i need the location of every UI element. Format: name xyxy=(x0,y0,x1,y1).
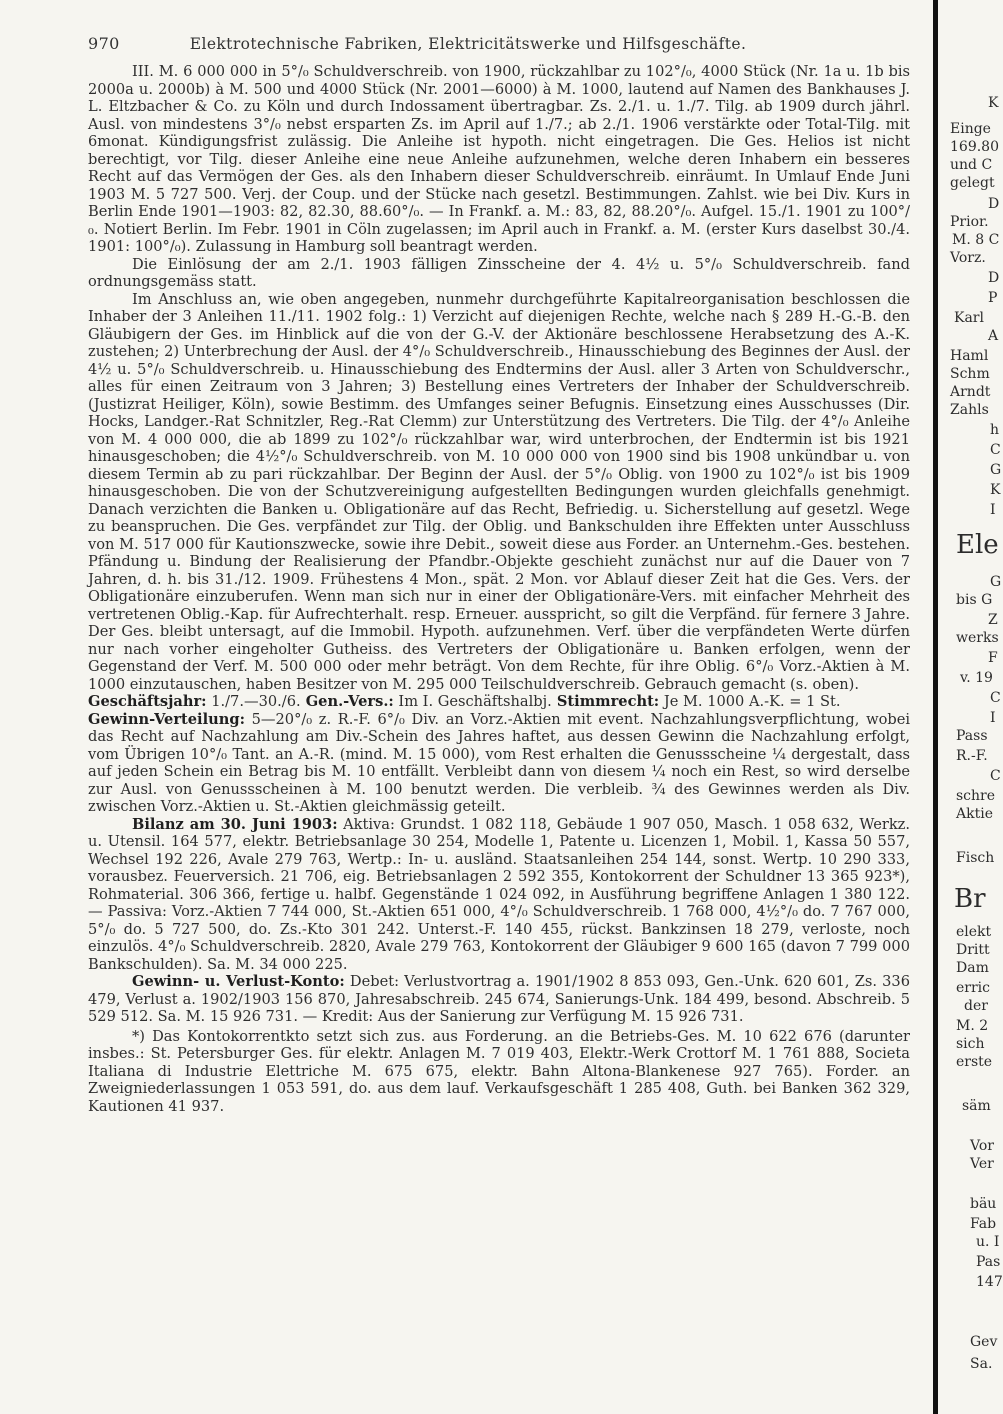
cut-off-fragment: Vorz. xyxy=(950,250,986,266)
bond-issue-paragraph: III. M. 6 000 000 in 5°/₀ Schuldverschreib. von 1900, rückzahlbar zu 102°/₀, 4000 Stück (Nr. 1a u. 1b bis 2000a u. 2000b) à M. 500 und 4000 Stück (Nr. 2001—6000) à M. 1000, lautend auf Namen des Bankhauses J. L. Eltzbacher & Co. zu Köln und durch Indossament übertragbar. Zs. 2./1. u. 1./7. Tilg. ab 1909 durch jährl. Ausl. von mindestens 3°/₀ nebst ersparten Zs. im April auf 1./7.; ab 2./1. 1906 verstärkte oder Total-Tilg. mit 6monat. Kündigungsfrist zulässig. Die Anleihe ist hypoth. nicht eingetragen. Die Ges. Helios ist nicht berechtigt, vor Tilg. dieser Anleihe eine neue Anleihe aufzunehmen, welche deren Inhabern ein besseres Recht auf das Vermögen der Ges. als den Inhabern dieser Schuldverschreib. einräumt. In Umlauf Ende Juni 1903 M. 5 727 500. Verj. der Coup. und der Stücke nach gesetzl. Bestimmungen. Zahlst. wie bei Div. Kurs in Berlin Ende 1901—1903: 82, 82.30, 88.60°/₀. — In Frankf. a. M.: 83, 82, 88.20°/₀. Aufgel. 15./1. 1901 zu 100°/₀. Notiert Berlin. Im Febr. 1901 in Cöln zugelassen; im April auch in Frankf. a. M. (erster Kurs daselbst 30./4. 1901: 100°/₀). Zulassung in Hamburg soll beantragt werden. xyxy=(88,63,910,255)
cut-off-fragment: sich xyxy=(956,1036,985,1052)
cut-off-fragment: C xyxy=(990,690,1001,706)
cut-off-fragment: Karl xyxy=(954,310,984,326)
cut-off-fragment: M. 2 xyxy=(956,1018,989,1034)
cut-off-fragment: Fab xyxy=(970,1216,997,1232)
cut-off-fragment: Pass xyxy=(956,728,988,744)
cut-off-fragment: F xyxy=(988,650,998,666)
cut-off-fragment: gelegt xyxy=(950,175,995,191)
cut-off-fragment: Arndt xyxy=(950,384,991,400)
cut-off-fragment: schre xyxy=(956,788,996,804)
cut-off-fragment: P xyxy=(988,290,998,306)
profit-loss-paragraph xyxy=(88,973,910,1026)
cut-off-fragment: bäu xyxy=(970,1196,997,1212)
cut-off-fragment: R.-F. xyxy=(956,748,988,764)
reorganisation-paragraph: Im Anschluss an, wie oben angegeben, nunmehr durchgeführte Kapitalreorganisation beschlossen die Inhaber der 3 Anleihen 11./11. 1902 folg.: 1) Verzicht auf diejenigen Rechte, welche nach § 289 H.-G.-B. den Gläubigern der Ges. im Hinblick auf die von der G.-V. der Aktionäre beschlossene Herabsetzung des A.-K. zustehen; 2) Unterbrechung der Ausl. der 4°/₀ Schuldverschreib., Hinausschiebung des Beginnes der Ausl. der 4½ u. 5°/₀ Schuldverschreib. u. Hinausschiebung des Endtermins der Ausl. aller 3 Arten von Schuldverschr., alles für einen Zeitraum von 3 Jahren; 3) Bestellung eines Vertreters der Inhaber der Schuldverschreib. (Justizrat Heiliger, Köln), sowie Bestimm. des Umfanges seiner Befugnis. Einsetzung eines Ausschusses (Dir. Hocks, Landger.-Rat Schnitzler, Reg.-Rat Clemm) zur Unterstützung des Vertreters. Die Tilg. der 4°/₀ Anleihe von M. 4 000 000, die ab 1899 zu 102°/₀ rückzahlbar war, wird unterbrochen, der Endtermin ist bis 1921 hinausgeschoben; die 4½°/₀ Schuldverschreib. von M. 10 000 000 von 1900 sind bis 1908 unkündbar u. von diesem Termin ab zu pari rückzahlbar. Der Beginn der Ausl. der 5°/₀ Oblig. von 1900 zu 102°/₀ ist bis 1909 hinausgeschoben. Die von der Schutzvereinigung aufgestellten Bedingungen wurden gleichfalls genehmigt. Danach verzichten die Banken u. Obligationäre auf das Recht, Befriedig. u. Sicherstellung auf gesetzl. Wege zu beanspruchen. Die Ges. verpfändet zur Tilg. der Oblig. und Bankschulden ihre Effekten unter Ausschluss von M. 517 000 für Kautionszwecke, sowie ihre Debit., soweit diese aus Forder. an Unternehm.-Ges. bestehen. Pfändung u. Bindung der Realisierung der Pfandbr.-Objekte geschieht zunächst nur auf die Dauer von 7 Jahren, d. h. bis 31./12. 1909. Frühestens 4 Mon., spät. 2 Mon. vor Ablauf dieser Zeit hat die Ges. Vers. der Obligationäre einzuberufen. Wenn man sich nur in einer der Obligationäre-Vers. mit einfacher Mehrheit des vertretenen Oblig.-Kap. für Aufrechterhalt. resp. Erneuer. ausspricht, so gilt die Verpfänd. für fernere 3 Jahre. Der Ges. bleibt untersagt, auf die Immobil. Hypoth. aufzunehmen. Verf. über die verpfändeten Werte dürfen nur nach vorher eingeholter Gutheiss. des Vertreters der Obligationäre u. Banken erfolgen, wenn der Gegenstand der Verf. M. 500 000 oder mehr beträgt. Von dem Rechte, für ihre Oblig. 6°/₀ Vorz.-Aktien à M. 1000 einzutauschen, haben Besitzer von M. 295 000 Teilschuldverschreib. Gebrauch gemacht (s. oben). xyxy=(88,290,910,693)
cut-off-fragment: Haml xyxy=(950,348,989,364)
profit-loss-label: Gewinn- u. Verlust-Konto: xyxy=(132,973,345,990)
cut-off-fragment: C xyxy=(990,768,1001,784)
cut-off-fragment: Dritt xyxy=(956,942,990,958)
business-year-label: Geschäftsjahr: xyxy=(88,693,207,710)
business-year-paragraph xyxy=(88,693,910,711)
cut-off-fragment: erric xyxy=(956,980,990,996)
coupon-redemption-paragraph: Die Einlösung der am 2./1. 1903 fälligen Zinsscheine der 4. 4½ u. 5°/₀ Schuldverschreib. fand ordnungsgemäss statt. xyxy=(88,255,910,290)
cut-off-fragment: I xyxy=(990,710,996,726)
cut-off-fragment: Gev xyxy=(970,1334,998,1350)
cut-off-fragment: K xyxy=(988,95,999,111)
general-meeting-label: Gen.-Vers.: xyxy=(300,693,394,710)
voting-right-label: Stimmrecht: xyxy=(551,693,660,710)
cut-off-fragment: M. 8 C xyxy=(952,232,1000,248)
cut-off-fragment: bis G xyxy=(956,592,993,608)
cut-off-fragment: 147 xyxy=(976,1274,1003,1290)
cut-off-fragment: A xyxy=(988,328,999,344)
cut-off-fragment: Aktie xyxy=(956,806,993,822)
cut-off-fragment: Vor xyxy=(970,1138,994,1154)
cut-off-fragment: h xyxy=(990,422,1000,438)
cut-off-fragment: Prior. xyxy=(950,214,989,230)
running-title: Elektrotechnische Fabriken, Elektricitätswerke und Hilfsgeschäfte. xyxy=(189,35,747,53)
cut-off-fragment: Einge xyxy=(950,121,991,137)
cut-off-fragment: G xyxy=(990,574,1002,590)
cut-off-fragment: 169.80 xyxy=(950,139,999,155)
cut-off-fragment: der xyxy=(964,998,988,1014)
cut-off-fragment: D xyxy=(988,196,1000,212)
cut-off-fragment: C xyxy=(990,442,1001,458)
cut-off-fragment: Ele xyxy=(956,530,999,560)
cut-off-fragment: D xyxy=(988,270,1000,286)
cut-off-fragment: erste xyxy=(956,1054,993,1070)
cut-off-fragment: Pas xyxy=(976,1254,1001,1270)
general-meeting-text: Im I. Geschäftshalbj. xyxy=(393,693,552,710)
page-number: 970 xyxy=(88,34,120,53)
cut-off-fragment: G xyxy=(990,462,1002,478)
main-column xyxy=(88,34,910,1115)
column-divider xyxy=(933,0,938,1414)
profit-distribution-label: Gewinn-Verteilung: xyxy=(88,710,245,728)
cut-off-fragment: I xyxy=(990,502,996,518)
cut-off-fragment: u. I xyxy=(976,1234,1000,1250)
balance-sheet-label: Bilanz am 30. Juni 1903: xyxy=(132,815,338,833)
profit-distribution-paragraph xyxy=(88,711,910,816)
cut-off-fragment: Sa. xyxy=(970,1356,993,1372)
cut-off-fragment: säm xyxy=(962,1098,991,1114)
running-head xyxy=(88,34,910,53)
profit-loss-text: Debet: Verlustvortrag a. 1901/1902 8 853 093, Gen.-Unk. 620 601, Zs. 336 479, Verlust a. 1902/1903 156 870, Jahresabschreib. 245 674, Sanierungs-Unk. 184 499, besond. Abschreib. 5 529 512. Sa. M. 15 926 731. — Kredit: Aus der Sanierung zur Verfügung M. 15 926 731. xyxy=(88,973,910,1025)
business-year-text: 1./7.—30./6. xyxy=(206,693,301,710)
balance-sheet-text: Aktiva: Grundst. 1 082 118, Gebäude 1 907 050, Masch. 1 058 632, Werkz. u. Utensil. 164 577, elektr. Betriebsanlage 30 254, Modelle 1, Patente u. Licenzen 1, Mobil. 1, Kassa 50 557, Wechsel 192 226, Avale 279 763, Wertp.: In- u. ausländ. Staatsanleihen 254 144, sonst. Wertp. 10 290 333, vorausbez. Feuerversich. 21 706, eig. Betriebsanlagen 2 592 355, Kontokorrent der Schuldner 13 365 923*), Rohmaterial. 306 366, fertige u. halbf. Gegenstände 1 024 092, in Ausführung begriffene Anlagen 1 380 122. — Passiva: Vorz.-Aktien 7 744 000, St.-Aktien 651 000, 4°/₀ Schuldverschreib. 1 768 000, 4½°/₀ do. 7 767 000, 5°/₀ do. 5 727 500, do. Zs.-Kto 301 242. Unterst.-F. 140 455, rückst. Bankzinsen 18 279, verloste, noch einzulös. 4°/₀ Schuldverschreib. 2820, Avale 279 763, Kontokorrent der Gläubiger 9 600 165 (davon 7 799 000 Bankschulden). Sa. M. 34 000 225. xyxy=(88,815,910,973)
cut-off-fragment: Schm xyxy=(950,366,990,382)
adjacent-page-fragment xyxy=(948,0,1003,1414)
cut-off-fragment: Fisch xyxy=(956,850,995,866)
cut-off-fragment: Ver xyxy=(970,1156,994,1172)
cut-off-fragment: Br xyxy=(954,884,986,914)
cut-off-fragment: Zahls xyxy=(950,402,989,418)
cut-off-fragment: Z xyxy=(988,612,998,628)
voting-right-text: Je M. 1000 A.-K. = 1 St. xyxy=(659,693,841,710)
profit-distribution-text: 5—20°/₀ z. R.-F. 6°/₀ Div. an Vorz.-Aktien mit event. Nachzahlungsverpflichtung, wobei das Recht auf Nachzahlung am Div.-Schein des Jahres haftet, aus dessen Gewinn die Nachzahlung erfolgt, vom Übrigen 10°/₀ Tant. an A.-R. (mind. M. 15 000), vom Rest erhalten die Genussscheine ¼ dergestalt, dass auf jeden Schein ein Betrag bis M. 10 entfällt. Verbleibt dann von diesem ¼ noch ein Rest, so wird derselbe zur Ausl. von Genussscheinen à M. 100 benutzt werden. Die verbleib. ¾ des Gewinnes werden als Div. zwischen Vorz.-Aktien u. St.-Aktien gleichmässig geteilt. xyxy=(88,710,910,815)
cut-off-fragment: Dam xyxy=(956,960,989,976)
cut-off-fragment: v. 19 xyxy=(960,670,993,686)
cut-off-fragment: werks xyxy=(956,630,999,646)
cut-off-fragment: elekt xyxy=(956,924,992,940)
footnote: *) Das Kontokorrentkto setzt sich zus. aus Forderung. an die Betriebs-Ges. M. 10 622 676 (darunter insbes.: St. Petersburger Ges. für elektr. Anlagen M. 7 019 403, Elektr.-Werk Crottorf M. 1 761 888, Societa Italiana di Industrie Elettriche M. 675 675, elektr. Bahn Altona-Blankenese 927 765). Forder. an Zweigniederlassungen 1 053 591, do. aus dem lauf. Verkaufsgeschäft 1 285 408, Guth. bei Banken 362 329, Kautionen 41 937. xyxy=(88,1027,910,1115)
balance-sheet-paragraph xyxy=(88,816,910,974)
cut-off-fragment: und C xyxy=(950,157,993,173)
cut-off-fragment: K xyxy=(990,482,1001,498)
